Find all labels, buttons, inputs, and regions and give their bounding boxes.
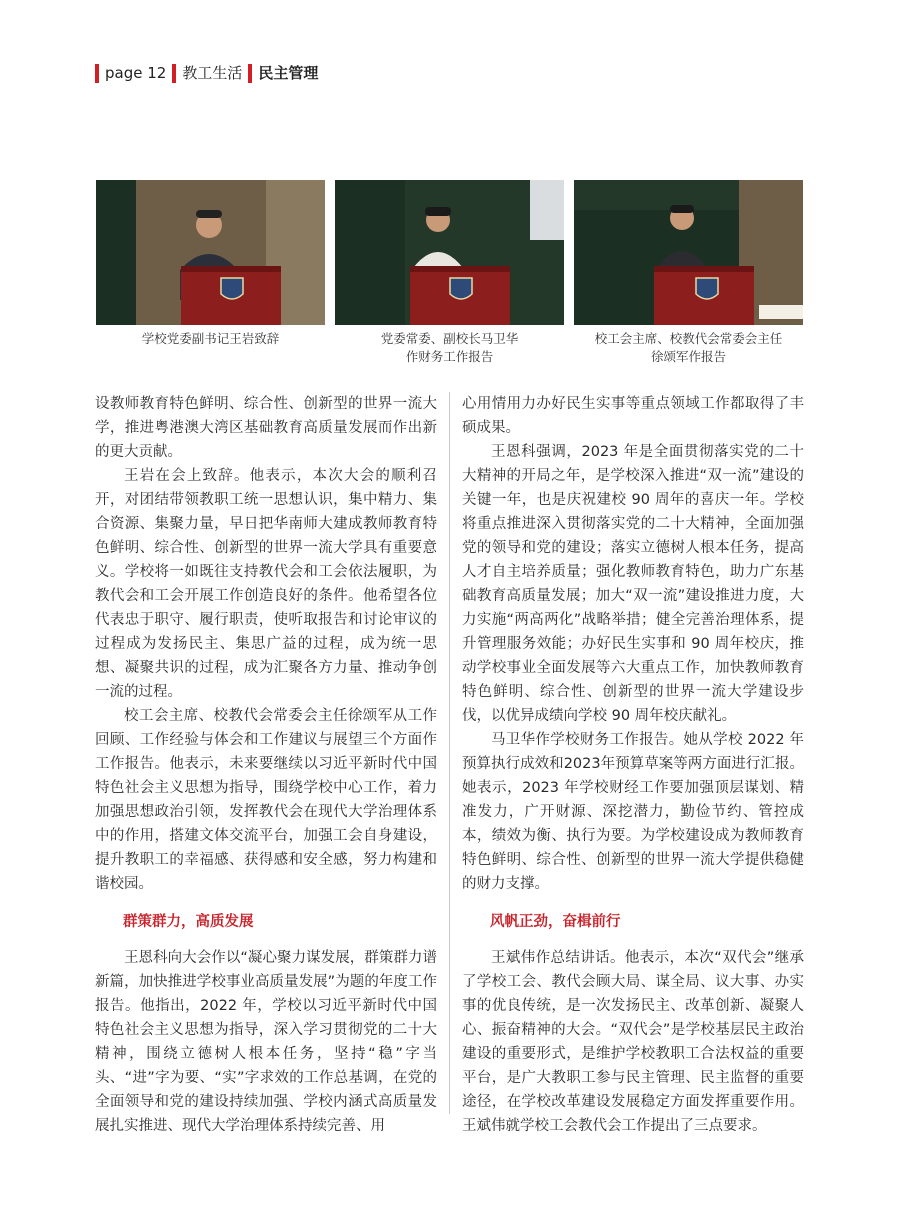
- section-heading: 风帆正劲，奋楫前行: [490, 914, 621, 930]
- left-column: [95, 392, 437, 1138]
- paragraph: 设教师教育特色鲜明、综合性、创新型的世界一流大学，推进粤港澳大湾区基础教育高质量发展而作出新的更大贡献。: [95, 396, 437, 460]
- paragraph: 马卫华作学校财务工作报告。她从学校 2022 年预算执行成效和2023年预算草案等两方面进行汇报。她表示，2023 年学校财经工作要加强顶层谋划、精准发力，广开财源、深挖潜力，勤俭节约、管控成本，绩效为衡、执行为要。为学校建设成为教师教育特色鲜明、综合性、创新型的世界一流大学提供稳健的财力支撑。: [462, 732, 804, 892]
- paragraph: 王恩科向大会作以“凝心聚力谋发展，群策群力谱新篇，加快推进学校事业高质量发展”为题的年度工作报告。他指出，2022 年，学校以习近平新时代中国特色社会主义思想为指导，深入学习贯彻党的二十大精神，围绕立德树人根本任务，坚持“稳”字当头、“进”字为要、“实”字求效的工作总基调，在党的全面领导和党的建设持续加强、学校内涵式高质量发展扎实推进、现代大学治理体系持续完善、用: [95, 950, 437, 1134]
- paragraph: 校工会主席、校教代会常委会主任徐颂军从工作回顾、工作经验与体会和工作建议与展望三个方面作工作报告。他表示，未来要继续以习近平新时代中国特色社会主义思想为指导，围绕学校中心工作，着力加强思想政治引领，发挥教代会在现代大学治理体系中的作用，搭建文体交流平台，加强工会自身建设，提升教职工的幸福感、获得感和安全感，努力构建和谐校园。: [95, 708, 437, 892]
- photo-caption-3: 校工会主席、校教代会常委会主任 徐颂军作报告: [594, 331, 783, 364]
- column-divider: [449, 392, 450, 1114]
- right-column: [462, 392, 804, 1138]
- photo-caption-1: 学校党委副书记王岩致辞: [141, 331, 280, 346]
- page-header: [95, 62, 324, 84]
- page-number: page 12: [105, 64, 167, 82]
- paragraph: 王斌伟作总结讲话。他表示，本次“双代会”继承了学校工会、教代会顾大局、谋全局、议大事、办实事的优良传统，是一次发扬民主、改革创新、凝聚人心、振奋精神的大会。“双代会”是学校基层民主政治建设的重要形式，是维护学校教职工合法权益的重要平台，是广大教职工参与民主管理、民主监督的重要途径，在学校改革建设发展稳定方面发挥重要作用。王斌伟就学校工会教代会工作提出了三点要求。: [462, 950, 804, 1134]
- paragraph: 心用情用力办好民生实事等重点领域工作都取得了丰硕成果。: [462, 396, 804, 436]
- section-heading: 群策群力，高质发展: [123, 914, 254, 930]
- section-name: 教工生活: [182, 64, 243, 82]
- paragraph: 王岩在会上致辞。他表示，本次大会的顺利召开，对团结带领教职工统一思想认识，集中精力、集合资源、集聚力量，早日把华南师大建成教师教育特色鲜明、综合性、创新型的世界一流大学具有重要意义。学校将一如既往支持教代会和工会依法履职，为教代会和工会开展工作创造良好的条件。他希望各位代表忠于职守、履行职责，使听取报告和讨论审议的过程成为发扬民主、集思广益的过程，成为统一思想、凝聚共识的过程，成为汇聚各方力量、推动争创一流的过程。: [95, 468, 437, 700]
- paragraph: 王恩科强调，2023 年是全面贯彻落实党的二十大精神的开局之年，是学校深入推进“双一流”建设的关键一年，也是庆祝建校 90 周年的喜庆一年。学校将重点推进深入贯彻落实党的二十大精神，全面加强党的领导和党的建设；落实立德树人根本任务，提高人才自主培养质量；强化教师教育特色，助力广东基础教育高质量发展；加大“双一流”建设推进力度，大力实施“两高两化”战略举措；健全完善治理体系，提升管理服务效能；办好民生实事和 90 周年校庆，推动学校事业全面发展等六大重点工作，加快教师教育特色鲜明、综合性、创新型的世界一流大学建设步伐，以优异成绩向学校 90 周年校庆献礼。: [462, 444, 804, 724]
- photo-caption-2: 党委常委、副校长马卫华 作财务工作报告: [380, 331, 519, 364]
- photo-speaker-1: [96, 180, 325, 325]
- subsection-name: 民主管理: [258, 64, 319, 82]
- photo-speaker-2: [335, 180, 564, 325]
- photo-speaker-3: [574, 180, 803, 325]
